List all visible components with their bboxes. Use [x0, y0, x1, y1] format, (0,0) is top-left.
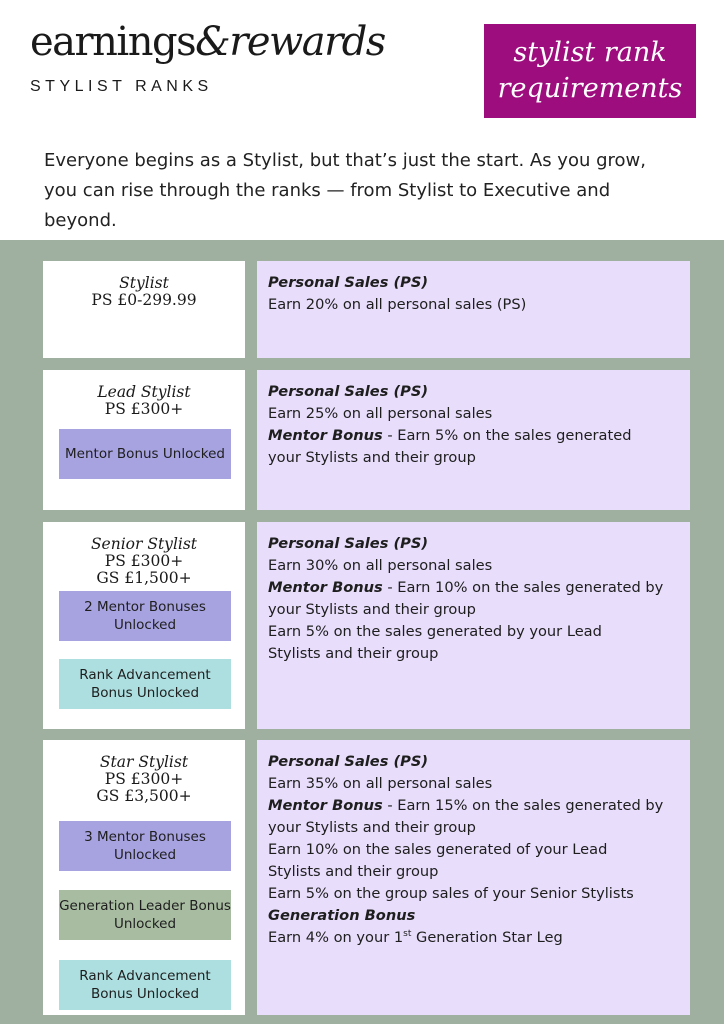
detail-line: Earn 5% on the group sales of your Senior Stylists [268, 885, 634, 902]
rank-card-senior-stylist [43, 522, 245, 729]
detail-line: Mentor Bonus - Earn 15% on the sales generated by [268, 797, 664, 814]
rank-card-lead-stylist [43, 370, 245, 510]
detail-line: Mentor Bonus - Earn 5% on the sales generated [268, 427, 632, 444]
rank-name: Stylist [119, 274, 169, 292]
detail-line: Stylists and their group [268, 863, 439, 880]
detail-line: Personal Sales (PS) [268, 383, 429, 400]
detail-line: Personal Sales (PS) [268, 535, 429, 552]
detail-line: Earn 10% on the sales generated of your Lead [268, 841, 608, 858]
rank-card-star-stylist [43, 740, 245, 1015]
detail-line: your Stylists and their group [268, 819, 476, 836]
rank-details-senior-stylist [257, 522, 690, 729]
rank-name: Lead Stylist [97, 383, 191, 401]
banner-line-2: requirements [497, 73, 683, 104]
rank-details-stylist [257, 261, 690, 358]
detail-line: Earn 5% on the sales generated by your Lead [268, 623, 602, 640]
detail-line: Earn 35% on all personal sales [268, 775, 493, 792]
ranks-panel [0, 240, 724, 1024]
rank-requirement: PS £300+ [104, 770, 184, 788]
rank-requirements-banner [484, 24, 696, 118]
detail-line: Earn 20% on all personal sales (PS) [268, 296, 527, 313]
rank-requirement: PS £0-299.99 [91, 291, 197, 309]
rank-requirement: PS £300+ [104, 552, 184, 570]
mentor-bonuses-badge: 3 Mentor Bonuses Unlocked [59, 821, 231, 871]
detail-line: Generation Bonus [268, 907, 416, 924]
rank-requirement: PS £300+ [104, 400, 184, 418]
banner-line-1: stylist rank [513, 36, 667, 68]
rank-advancement-badge: Rank Advancement Bonus Unlocked [59, 659, 231, 709]
detail-line: Earn 30% on all personal sales [268, 557, 493, 574]
rank-card-stylist [43, 261, 245, 358]
rank-details-lead-stylist [257, 370, 690, 510]
rank-name: Star Stylist [99, 753, 189, 771]
intro-paragraph: Everyone begins as a Stylist, but that’s just the start. As you grow, you can rise through the ranks — from Stylist to Executive and beyond. [44, 150, 646, 231]
page-subtitle: STYLIST RANKS [30, 78, 213, 95]
detail-line: your Stylists and their group [268, 601, 476, 618]
rank-details-star-stylist [257, 740, 690, 1015]
rank-advancement-badge: Rank Advancement Bonus Unlocked [59, 960, 231, 1010]
detail-line: Stylists and their group [268, 645, 439, 662]
detail-line: Earn 4% on your 1st Generation Star Leg [268, 929, 563, 946]
rank-requirement: GS £3,500+ [96, 787, 192, 805]
mentor-bonus-badge: Mentor Bonus Unlocked [59, 429, 231, 479]
detail-line: Earn 25% on all personal sales [268, 405, 493, 422]
detail-line: Mentor Bonus - Earn 10% on the sales generated by [268, 579, 664, 596]
detail-line: your Stylists and their group [268, 449, 476, 466]
rank-name: Senior Stylist [90, 535, 198, 553]
page-title: earnings&rewards [30, 19, 385, 65]
header [0, 0, 724, 240]
generation-leader-badge: Generation Leader Bonus Unlocked [59, 890, 231, 940]
detail-line: Personal Sales (PS) [268, 753, 429, 770]
detail-line: Personal Sales (PS) [268, 274, 429, 291]
rank-requirement: GS £1,500+ [96, 569, 192, 587]
mentor-bonuses-badge: 2 Mentor Bonuses Unlocked [59, 591, 231, 641]
